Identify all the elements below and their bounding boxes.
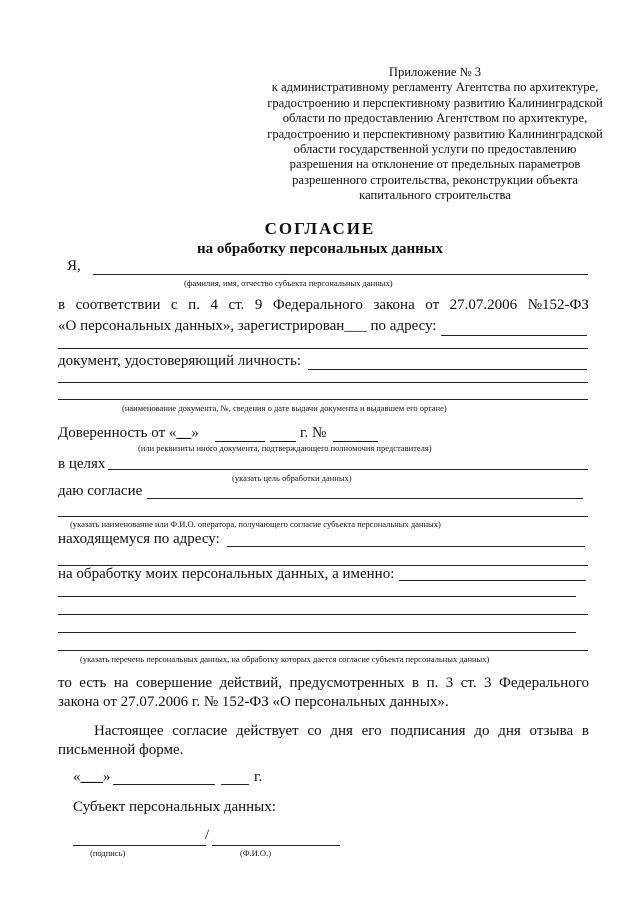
law-word: п. — [188, 297, 200, 313]
date-year-field[interactable] — [221, 784, 249, 785]
operator-field-2[interactable] — [58, 516, 588, 517]
proxy-number-field[interactable] — [333, 441, 378, 442]
date-year-label: г. — [254, 769, 263, 785]
proxy-day[interactable]: __ — [176, 425, 192, 441]
signature-caption: (подпись) — [90, 848, 126, 858]
list-caption: (указать перечень персональных данных, на обработку которых дается согласие субъекта персональных данных) — [80, 654, 490, 664]
proxy-year-label: г. № — [300, 425, 327, 441]
law-word: соответствии — [75, 297, 161, 313]
validity-text: Настоящее согласие действует со дня его подписания до дня отзыва в письменной форме. — [58, 723, 589, 758]
date-month-field[interactable] — [113, 784, 215, 785]
fio-short-caption: (Ф.И.О.) — [240, 848, 272, 858]
processing-field-2[interactable] — [58, 596, 576, 597]
proxy-prefix: Доверенность от « — [58, 425, 177, 441]
proxy-line — [58, 425, 199, 442]
law-word: ст. — [228, 297, 245, 313]
fio-field[interactable] — [93, 274, 588, 275]
date-day[interactable]: ___ — [80, 769, 103, 785]
law-word: с — [170, 297, 178, 313]
proxy-year-field[interactable] — [270, 441, 296, 442]
operator-address-field[interactable] — [227, 546, 585, 547]
law-word: Федерального — [272, 297, 363, 313]
law-word: №152-ФЗ — [527, 297, 589, 313]
doc-field[interactable] — [308, 369, 587, 370]
document-subtitle: на обработку персональных данных — [197, 241, 443, 257]
operator-caption: (указать наименование или Ф.И.О. оператора, получающего согласие субъекта персональных данных) — [70, 519, 441, 529]
processing-field-4[interactable] — [58, 632, 576, 633]
appendix-number: Приложение № 3 — [388, 65, 482, 79]
purpose-caption: (указать цель обработки данных) — [232, 473, 352, 483]
doc-field-2[interactable] — [58, 382, 588, 383]
consent-label: даю согласие — [58, 483, 143, 499]
proxy-month-field[interactable] — [215, 441, 265, 442]
law-word: 27.07.2006 — [449, 297, 518, 313]
date-open: « — [73, 769, 81, 785]
law-word: 4 — [210, 297, 218, 313]
purpose-field[interactable] — [108, 469, 588, 470]
law-word: от — [425, 297, 440, 313]
fio-caption: (фамилия, имя, отчество субъекта персональных данных) — [184, 278, 393, 288]
processing-field-5[interactable] — [58, 650, 588, 651]
law-line-2: «О персональных данных», зарегистрирован___ по адресу: — [58, 318, 437, 334]
fio-short-field[interactable] — [212, 845, 340, 846]
document-title: СОГЛАСИЕ — [264, 219, 376, 238]
doc-label: документ, удостоверяющий личность: — [58, 353, 301, 369]
proxy-quote: » — [191, 425, 199, 441]
processing-field-3[interactable] — [58, 614, 588, 615]
processing-field[interactable] — [399, 580, 586, 581]
processing-label: на обработку моих персональных данных, а именно: — [58, 566, 395, 582]
ya-label: Я, — [67, 258, 81, 274]
operator-address-label: находящемуся по адресу: — [58, 531, 220, 547]
date-line — [73, 769, 111, 786]
doc-field-3[interactable] — [58, 399, 588, 400]
law-word: 9 — [254, 297, 263, 313]
address-field-2[interactable] — [58, 348, 588, 349]
actions-text: то есть на совершение действий, предусмотренных в п. 3 ст. 3 Федерального закона от 27.07.2006 г. № 152-ФЗ «О персональных данных». — [58, 675, 589, 710]
subject-label: Субъект персональных данных: — [73, 799, 276, 815]
address-field[interactable] — [441, 335, 587, 336]
purpose-label: в целях — [58, 456, 106, 472]
appendix-text: к административному регламенту Агентства по архитектуре, градостроению и перспективному развитию Калининградской области по предоставлению Агентством по архитектуре, градостроению и перспективному развитию Калининградской области государственной услуги по предоставлению разрешения на отклонение от предельных параметров разрешенного строительства, реконструкции объекта капитального строительства — [267, 80, 603, 203]
operator-field[interactable] — [147, 498, 583, 499]
proxy-caption: (или реквизиты иного документа, подтверждающего полномочия представителя) — [138, 443, 432, 453]
law-word: закона — [373, 297, 415, 313]
signature-slash: / — [205, 827, 210, 843]
date-close: » — [103, 769, 111, 785]
law-word: в — [58, 297, 66, 313]
law-line-1 — [58, 297, 589, 314]
appendix-block — [262, 65, 608, 204]
signature-field[interactable] — [73, 845, 206, 846]
doc-caption: (наименование документа, №, сведения о дате выдачи документа и выдавшем его органе) — [122, 403, 447, 413]
